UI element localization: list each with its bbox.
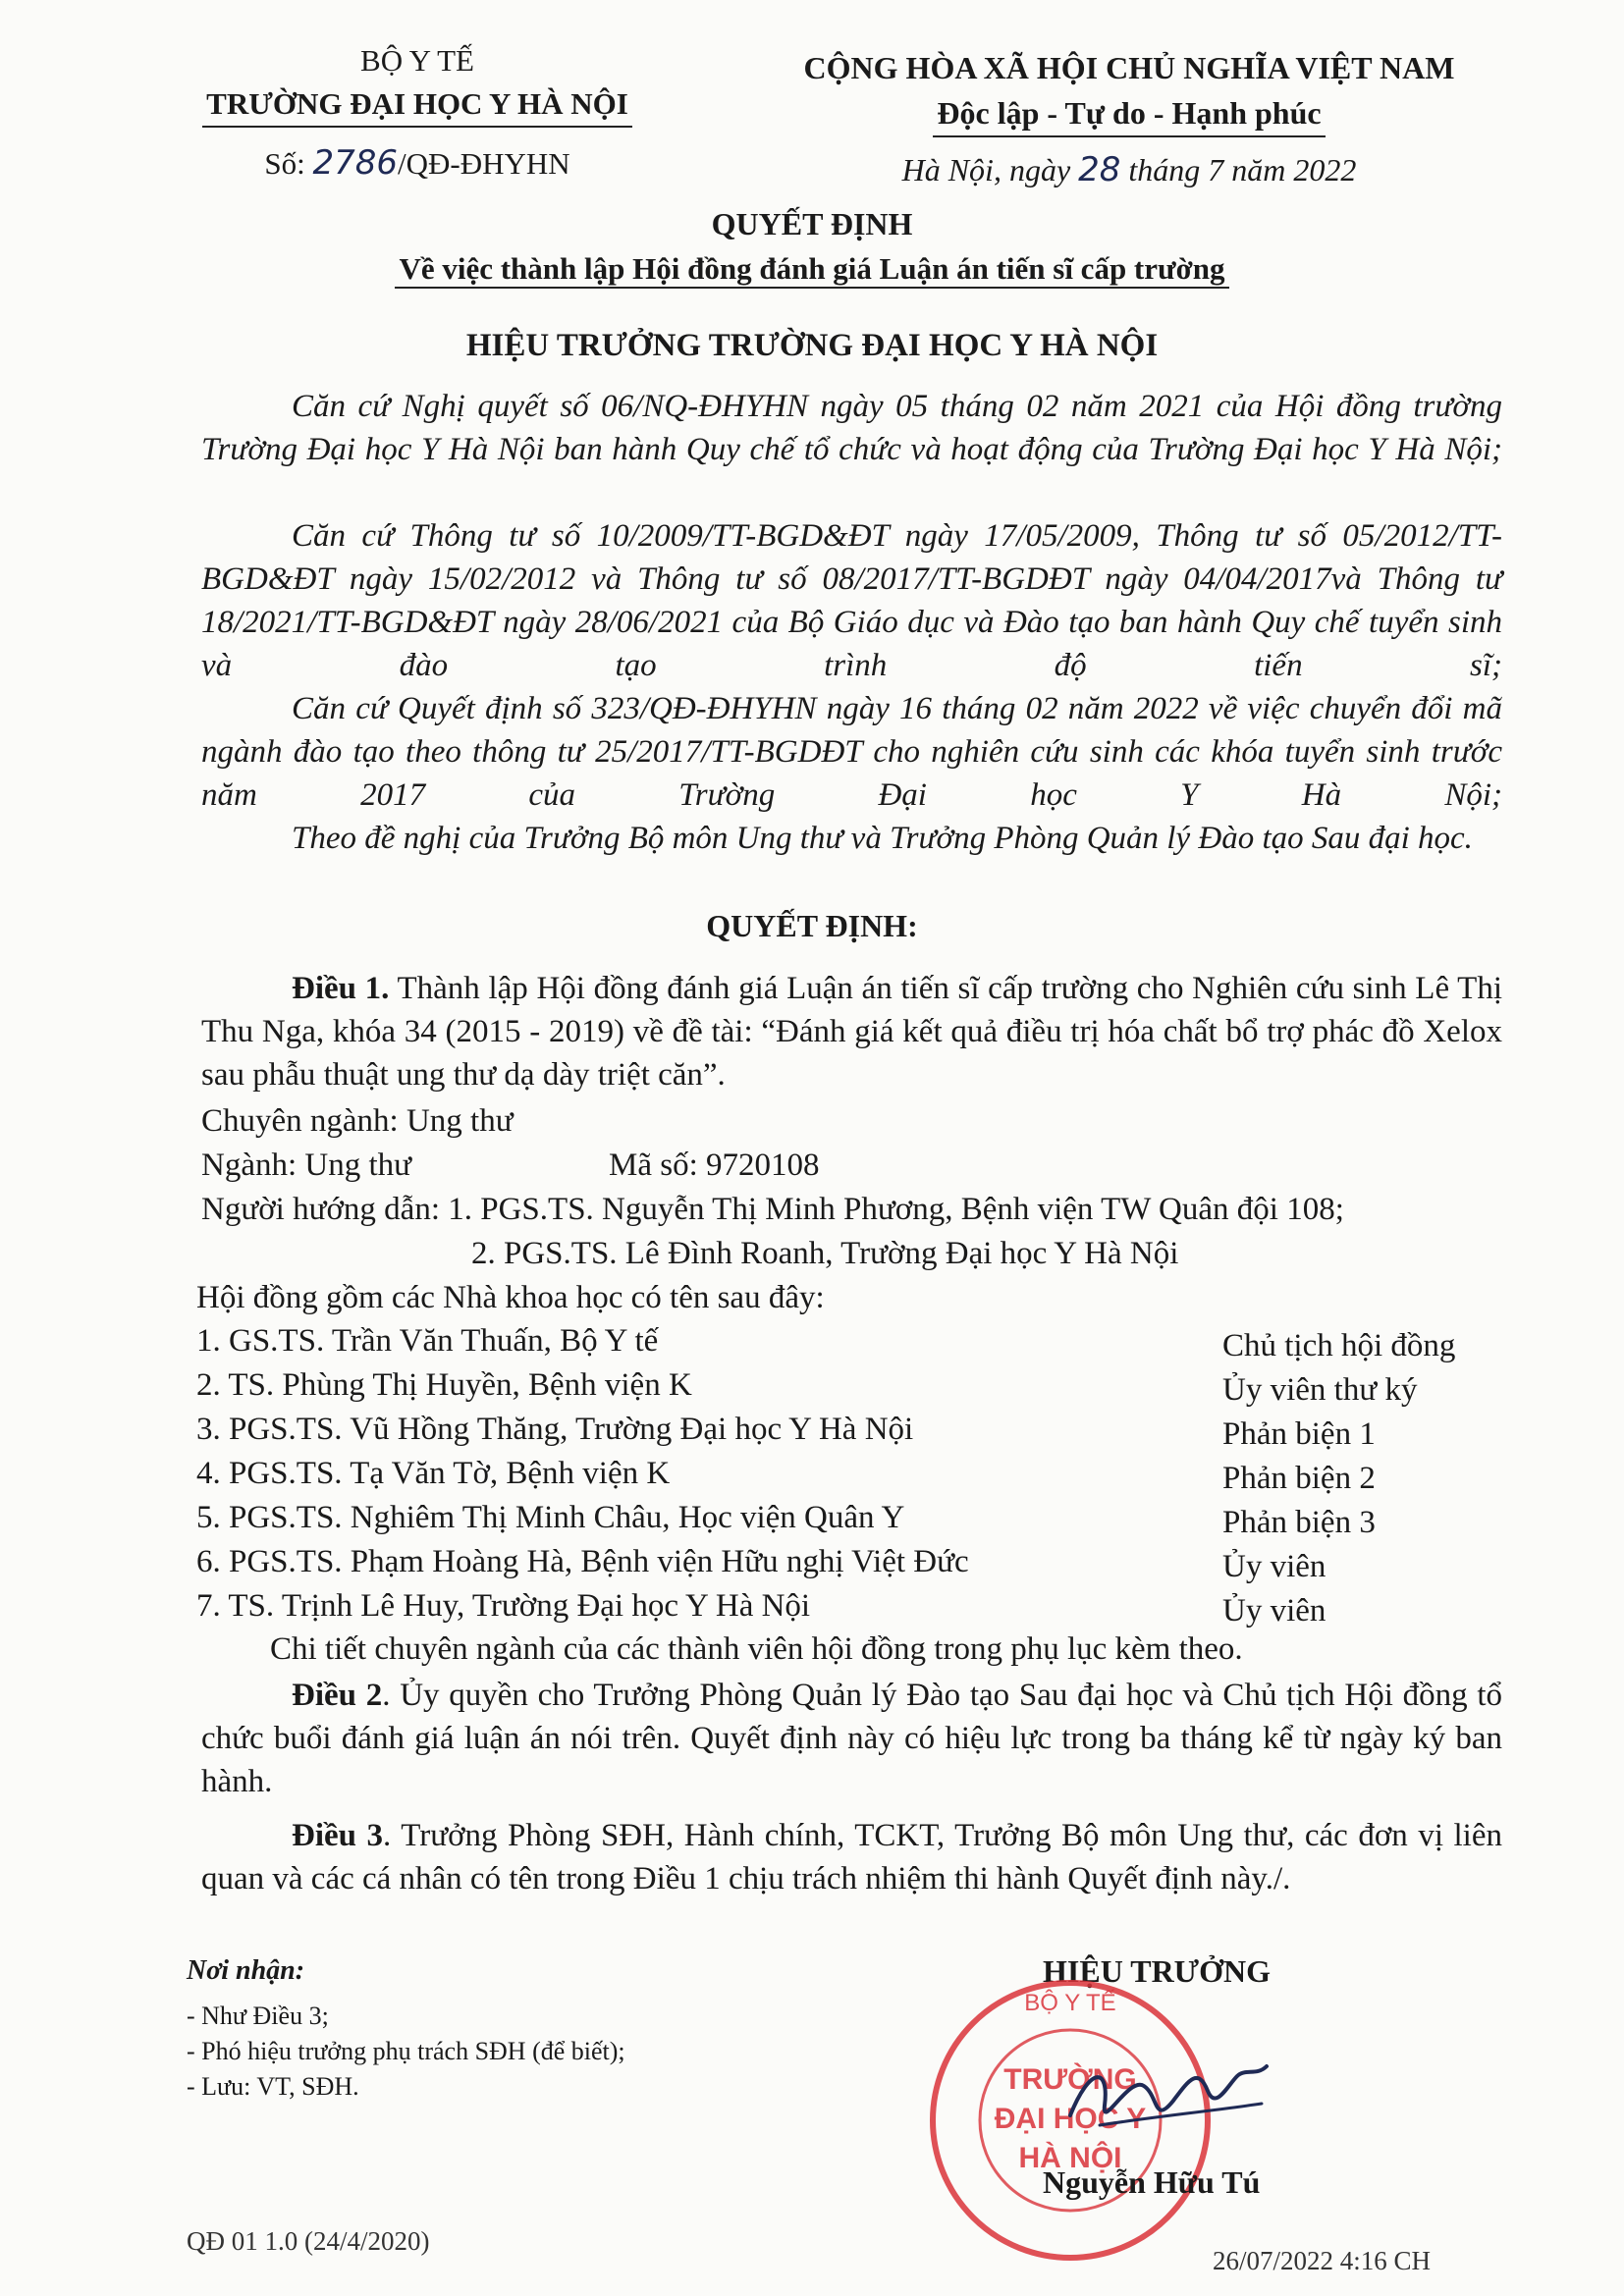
article-1-label: Điều 1. xyxy=(292,971,390,1006)
decision-heading: QUYẾT ĐỊNH: xyxy=(706,908,918,943)
issuer-title: HIỆU TRƯỞNG TRƯỜNG ĐẠI HỌC Y HÀ NỘI xyxy=(465,328,1159,363)
member-1-name: 1. GS.TS. Trần Văn Thuấn, Bộ Y tế xyxy=(196,1323,659,1359)
recipients-label: Nơi nhận: xyxy=(187,1955,305,1986)
member-5-role: Phản biện 3 xyxy=(1222,1505,1376,1540)
issue-date: Hà Nội, ngày 28 tháng 7 năm 2022 xyxy=(901,150,1357,189)
article-3-label: Điều 3 xyxy=(292,1818,384,1853)
member-2-name: 2. TS. Phùng Thị Huyền, Bệnh viện K xyxy=(196,1367,692,1403)
field-code: Mã số: 9720108 xyxy=(609,1148,820,1183)
signer-position: HIỆU TRƯỞNG xyxy=(1043,1953,1272,1989)
recipient-2: - Phó hiệu trưởng phụ trách SĐH (để biết); xyxy=(187,2037,625,2065)
recipient-3: - Lưu: VT, SĐH. xyxy=(187,2072,359,2101)
handwritten-day: 28 xyxy=(1078,150,1121,189)
member-6-role: Ủy viên xyxy=(1222,1549,1326,1584)
member-7-role: Ủy viên xyxy=(1222,1593,1326,1629)
member-3-role: Phản biện 1 xyxy=(1222,1416,1376,1452)
country-name: CỘNG HÒA XÃ HỘI CHỦ NGHĨA VIỆT NAM xyxy=(803,50,1455,85)
print-timestamp: 26/07/2022 4:16 CH xyxy=(1213,2246,1432,2275)
seal-line-1: TRƯỜNG xyxy=(1003,2063,1137,2096)
member-1-role: Chủ tịch hội đồng xyxy=(1222,1328,1456,1363)
member-4-role: Phản biện 2 xyxy=(1222,1461,1376,1496)
basis-4: Theo đề nghị của Trưởng Bộ môn Ung thư và Trưởng Phòng Quản lý Đào tạo Sau đại học. xyxy=(292,821,1473,856)
recipient-1: - Như Điều 3; xyxy=(187,2002,329,2030)
member-5-name: 5. PGS.TS. Nghiêm Thị Minh Châu, Học viện Quân Y xyxy=(196,1500,905,1535)
seal-line-3: HÀ NỘI xyxy=(1018,2142,1122,2174)
member-3-name: 3. PGS.TS. Vũ Hồng Thăng, Trường Đại học Y Hà Nội xyxy=(196,1412,914,1447)
document-subject: Về việc thành lập Hội đồng đánh giá Luận án tiến sĩ cấp trường xyxy=(0,251,1624,289)
seal-line-2: ĐẠI HỌC Y xyxy=(994,2103,1147,2135)
field: Ngành: Ung thư xyxy=(201,1148,412,1183)
article-2: Điều 2. Ủy quyền cho Trưởng Phòng Quản lý Đào tạo Sau đại học và Chủ tịch Hội đồng tổ chức buổi đánh giá luận án nói trên. Quyết định này có hiệu lực trong ba tháng kể từ ngày ký ban hành. xyxy=(201,1678,1503,1799)
signer-name: Nguyễn Hữu Tú xyxy=(1043,2164,1261,2200)
basis-2: Căn cứ Thông tư số 10/2009/TT-BGD&ĐT ngày 17/05/2009, Thông tư số 05/2012/TT-BGD&ĐT ngày 15/02/2012 và Thông tư số 08/2017/TT-BGDĐT ngày 04/04/2017và Thông tư 18/2021/TT-BGD&ĐT ngày 28/06/2021 của Bộ Giáo dục và Đào tạo ban hành Quy chế tuyển sinh và đào tạo trình độ tiến sĩ; xyxy=(201,518,1502,683)
header-left xyxy=(147,39,687,186)
member-4-name: 4. PGS.TS. Tạ Văn Tờ, Bệnh viện K xyxy=(196,1456,671,1491)
basis-1: Căn cứ Nghị quyết số 06/NQ-ĐHYHN ngày 05 tháng 02 năm 2021 của Hội đồng trường Trường Đại học Y Hà Nội ban hành Quy chế tổ chức và hoạt động của Trường Đại học Y Hà Nội; xyxy=(201,389,1502,467)
advisor-1: Người hướng dẫn: 1. PGS.TS. Nguyễn Thị Minh Phương, Bệnh viện TW Quân đội 108; xyxy=(201,1192,1344,1227)
handwritten-signature-icon xyxy=(1060,2047,1276,2155)
motto: Độc lập - Tự do - Hạnh phúc xyxy=(717,90,1542,137)
appendix-note: Chi tiết chuyên ngành của các thành viên hội đồng trong phụ lục kèm theo. xyxy=(270,1631,1243,1667)
member-2-role: Ủy viên thư ký xyxy=(1222,1372,1418,1408)
basis-3: Căn cứ Quyết định số 323/QĐ-ĐHYHN ngày 16 tháng 02 năm 2022 về việc chuyển đổi mã ngành đào tạo theo thông tư 25/2017/TT-BGDĐT cho nghiên cứu sinh các khóa tuyển sinh trước năm 2017 của Trường Đại học Y Hà Nội; xyxy=(201,691,1502,813)
seal-top-text: BỘ Y TẾ xyxy=(1024,1990,1116,2016)
member-7-name: 7. TS. Trịnh Lê Huy, Trường Đại học Y Hà Nội xyxy=(196,1588,811,1624)
article-3: Điều 3. Trưởng Phòng SĐH, Hành chính, TCKT, Trưởng Bộ môn Ung thư, các đơn vị liên quan và các cá nhân có tên trong Điều 1 chịu trách nhiệm thi hành Quyết định này./. xyxy=(201,1818,1503,1896)
advisor-2: 2. PGS.TS. Lê Đình Roanh, Trường Đại học Y Hà Nội xyxy=(471,1236,1179,1271)
document-type: QUYẾT ĐỊNH xyxy=(711,206,913,241)
university-name: TRƯỜNG ĐẠI HỌC Y HÀ NỘI xyxy=(147,82,687,128)
header-right xyxy=(717,45,1542,192)
specialty: Chuyên ngành: Ung thư xyxy=(201,1103,514,1139)
article-1: Điều 1. Thành lập Hội đồng đánh giá Luận án tiến sĩ cấp trường cho Nghiên cứu sinh Lê Thị Thu Nga, khóa 34 (2015 - 2019) về đề tài: “Đánh giá kết quả điều trị hóa chất bổ trợ phác đồ Xelox sau phẫu thuật ung thư dạ dày triệt căn”. xyxy=(201,971,1503,1093)
document-number: Số: 2786/QĐ-ĐHYHN xyxy=(264,143,570,183)
handwritten-number: 2786 xyxy=(312,143,398,183)
ministry-name: BỘ Y TẾ xyxy=(360,43,474,78)
form-code: QĐ 01 1.0 (24/4/2020) xyxy=(187,2226,430,2256)
article-2-label: Điều 2 xyxy=(292,1678,383,1713)
member-6-name: 6. PGS.TS. Phạm Hoàng Hà, Bệnh viện Hữu nghị Việt Đức xyxy=(196,1544,969,1579)
council-intro: Hội đồng gồm các Nhà khoa học có tên sau đây: xyxy=(196,1280,825,1315)
